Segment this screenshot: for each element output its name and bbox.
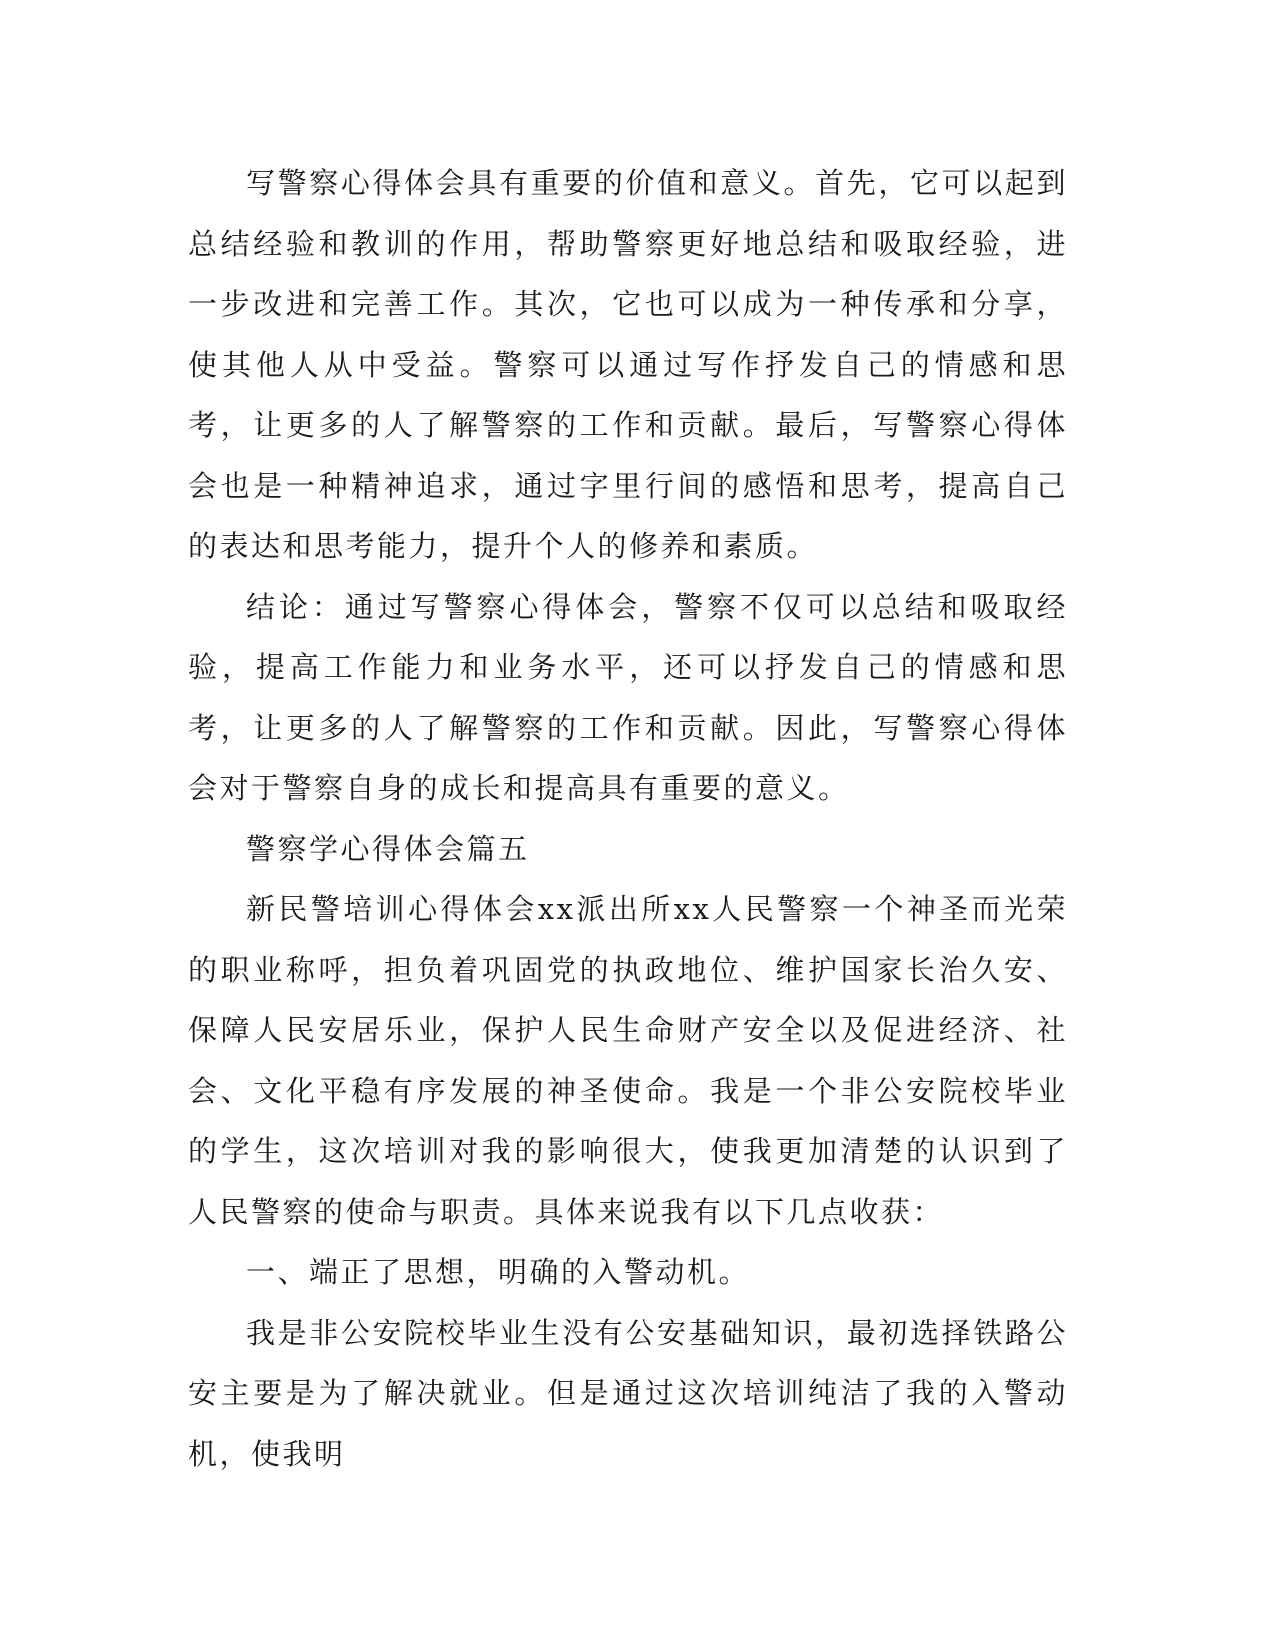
document-page <box>188 153 1068 1484</box>
paragraph-point-1: 我是非公安院校毕业生没有公安基础知识，最初选择铁路公安主要是为了解决就业。但是通过这次培训纯洁了我的入警动机，使我明 <box>188 1315 1068 1471</box>
paragraph-value-of-writing: 写警察心得体会具有重要的价值和意义。首先，它可以起到总结经验和教训的作用，帮助警察更好地总结和吸取经验，进一步改进和完善工作。其次，它也可以成为一种传承和分享，使其他人从中受益。警察可以通过写作抒发自己的情感和思考，让更多的人了解警察的工作和贡献。最后，写警察心得体会也是一种精神追求，通过字里行间的感悟和思考，提高自己的表达和思考能力，提升个人的修养和素质。 <box>188 166 1068 563</box>
paragraph-conclusion: 结论：通过写警察心得体会，警察不仅可以总结和吸取经验，提高工作能力和业务水平，还可以抒发自己的情感和思考，让更多的人了解警察的工作和贡献。因此，写警察心得体会对于警察自身的成长和提高具有重要的意义。 <box>188 589 1068 805</box>
section-heading: 警察学心得体会篇五 <box>246 831 530 866</box>
paragraph-training-intro: 新民警培训心得体会xx派出所xx人民警察一个神圣而光荣的职业称呼，担负着巩固党的执政地位、维护国家长治久安、保障人民安居乐业，保护人民生命财产安全以及促进经济、社会、文化平稳有序发展的神圣使命。我是一个非公安院校毕业的学生，这次培训对我的影响很大，使我更加清楚的认识到了人民警察的使命与职责。具体来说我有以下几点收获： <box>188 892 1068 1229</box>
point-heading-1: 一、端正了思想，明确的入警动机。 <box>246 1255 751 1289</box>
